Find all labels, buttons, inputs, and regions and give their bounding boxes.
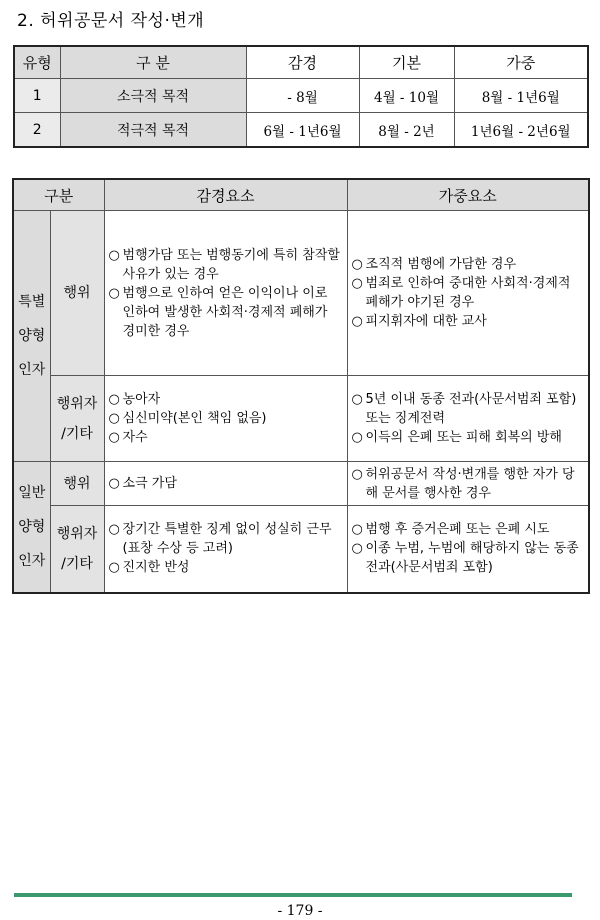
special-actor-aggravating <box>347 376 589 462</box>
list-item-text: 5년 이내 동종 전과(사문서범죄 포함) 또는 징계전력 <box>365 392 577 426</box>
table-row <box>13 506 589 593</box>
row-basic: 8월 - 2년 <box>359 113 454 148</box>
header-aggravating: 가중요소 <box>347 179 589 211</box>
special-factors-label: 특별 양형 인자 <box>13 211 50 462</box>
bullet-icon: ○ <box>351 522 363 538</box>
bullet-icon: ○ <box>351 276 363 291</box>
bullet-icon: ○ <box>351 314 363 329</box>
row-type: 1 <box>14 79 60 113</box>
row-reduce: 6월 - 1년6월 <box>246 113 359 148</box>
header-reduce: 감경 <box>246 46 359 79</box>
list-item <box>109 520 343 558</box>
list-item-text: 심신미약(본인 책임 없음) <box>122 411 267 426</box>
list-item-text: 자수 <box>122 430 148 445</box>
header-basic: 기본 <box>359 46 454 79</box>
header-mitigating: 감경요소 <box>104 179 347 211</box>
list-item <box>352 539 585 577</box>
list-item <box>109 246 343 284</box>
list-item-text: 허위공문서 작성·변개를 행한 자가 당해 문서를 행사한 경우 <box>365 466 575 501</box>
footer-divider <box>14 893 572 897</box>
list-item-text: 이종 누범, 누범에 해당하지 않는 동종 전과(사문서범죄 포함) <box>365 541 579 576</box>
list-item <box>352 428 585 447</box>
row-category: 적극적 목적 <box>60 113 246 148</box>
bullet-icon: ○ <box>108 285 120 301</box>
bullet-icon: ○ <box>108 392 120 407</box>
bullet-icon: ○ <box>351 257 363 272</box>
list-item <box>109 409 343 428</box>
general-actor-aggravating <box>347 506 589 593</box>
table-row <box>14 79 588 113</box>
row-type: 2 <box>14 113 60 148</box>
row-reduce: - 8월 <box>246 79 359 113</box>
header-division: 구분 <box>13 179 104 211</box>
bullet-icon: ○ <box>351 430 363 445</box>
header-type: 유형 <box>14 46 60 79</box>
list-item-text: 농아자 <box>122 392 161 407</box>
list-item <box>352 520 585 539</box>
sentencing-range-table <box>13 45 589 148</box>
list-item-text: 범행으로 인하여 얻은 이익이나 이로 인하여 발생한 사회적·경제적 폐해가 경미한 경우 <box>122 285 328 339</box>
list-item-text: 이득의 은폐 또는 피해 회복의 방해 <box>365 430 562 445</box>
list-item <box>352 255 585 274</box>
list-item <box>352 312 585 331</box>
list-item-text: 소극 가담 <box>122 476 177 491</box>
list-item-text: 피지휘자에 대한 교사 <box>365 314 487 329</box>
general-actor-label: 행위자 /기타 <box>50 506 104 593</box>
list-item <box>109 558 343 577</box>
general-actor-mitigating <box>104 506 347 593</box>
table-row <box>13 211 589 376</box>
header-aggravate: 가중 <box>454 46 588 79</box>
row-category: 소극적 목적 <box>60 79 246 113</box>
sentencing-factors-table <box>12 178 590 594</box>
table-row <box>14 113 588 148</box>
list-item-text: 범행가담 또는 범행동기에 특히 참작할 사유가 있는 경우 <box>122 247 340 282</box>
bullet-icon: ○ <box>351 466 363 482</box>
bullet-icon: ○ <box>108 476 120 491</box>
table1-header-row <box>14 46 588 79</box>
general-act-label: 행위 <box>50 462 104 506</box>
bullet-icon: ○ <box>351 392 363 407</box>
general-factors-label: 일반 양형 인자 <box>13 462 50 593</box>
bullet-icon: ○ <box>108 560 120 576</box>
row-basic: 4월 - 10월 <box>359 79 454 113</box>
bullet-icon: ○ <box>351 541 363 557</box>
list-item <box>109 428 343 447</box>
page-number: - 179 - <box>277 903 323 919</box>
list-item-text: 조직적 범행에 가담한 경우 <box>365 257 517 272</box>
list-item <box>109 474 343 493</box>
list-item-text: 범죄로 인하여 중대한 사회적·경제적 폐해가 야기된 경우 <box>365 276 571 310</box>
table-row <box>13 376 589 462</box>
header-category: 구 분 <box>60 46 246 79</box>
bullet-icon: ○ <box>108 411 120 426</box>
section-heading: 2. 허위공문서 작성·변개 <box>17 11 205 31</box>
list-item <box>352 274 585 312</box>
special-actor-label: 행위자 /기타 <box>50 376 104 462</box>
table2-header-row <box>13 179 589 211</box>
bullet-icon: ○ <box>108 522 120 538</box>
general-act-aggravating <box>347 462 589 506</box>
bullet-icon: ○ <box>108 247 120 263</box>
bullet-icon: ○ <box>108 430 120 445</box>
list-item <box>109 284 343 341</box>
table-row <box>13 462 589 506</box>
special-act-aggravating <box>347 211 589 376</box>
list-item <box>109 390 343 409</box>
list-item-text: 진지한 반성 <box>122 560 190 576</box>
list-item <box>352 465 585 503</box>
row-aggravate: 1년6월 - 2년6월 <box>454 113 588 148</box>
list-item-text: 장기간 특별한 징계 없이 성실히 근무(표창 수상 등 고려) <box>122 522 332 557</box>
special-act-label: 행위 <box>50 211 104 376</box>
list-item-text: 범행 후 증거은폐 또는 은폐 시도 <box>365 522 550 538</box>
list-item <box>352 390 585 428</box>
general-act-mitigating <box>104 462 347 506</box>
special-actor-mitigating <box>104 376 347 462</box>
special-act-mitigating <box>104 211 347 376</box>
row-aggravate: 8월 - 1년6월 <box>454 79 588 113</box>
